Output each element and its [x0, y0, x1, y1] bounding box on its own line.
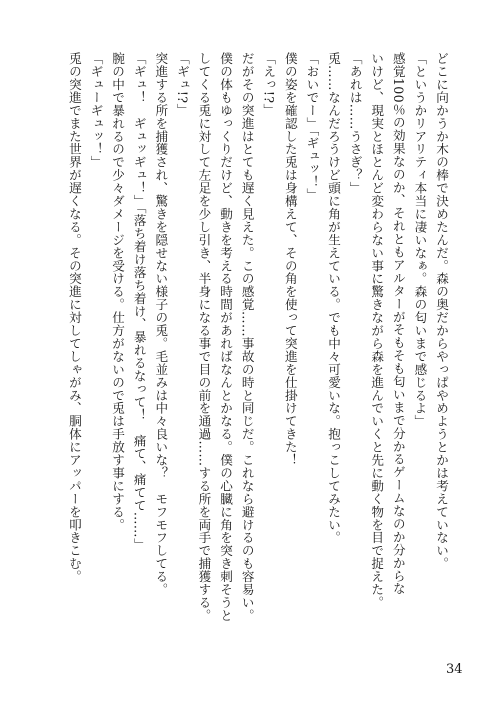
text-line: だがその突進はとても遅く見えた。この感覚……事故の時と同じだ。これなら避けるのも容易い。	[239, 52, 255, 622]
text-line: 腕の中で暴れるので少々ダメージを受ける。仕方がないので兎は手放す事にする。	[110, 52, 126, 532]
text-line: 兎の突進でまた世界が遅くなる。その突進に対してしゃがみ、胴体にアッパーを叩きこむ。	[66, 52, 82, 583]
text-line: 「ギュ!?」	[174, 52, 190, 117]
text-line: どこに向かうか木の棒で決めたんだ。森の奥だからやっぱやめようとかは考えていない。	[434, 52, 449, 570]
text-line: してくる兎に対して左足を少し引き、半身になる事で目の前を通過……する所を両手で捕獲する。	[196, 52, 212, 622]
text-line: 僕の姿を確認した兎は身構えて、その角を使って突進を仕掛けてきた！	[282, 52, 298, 467]
page-number: 34	[446, 662, 463, 677]
text-line: 「おいでー」「ギュッ！」	[304, 52, 320, 202]
text-line: 「ギューギュッ！」	[88, 52, 104, 169]
text-line: 感覚100％の効果なのか、それともアルターがそもそも匂いまで分かるゲームなのか分からな	[390, 52, 406, 596]
vertical-text-block	[48, 52, 452, 652]
text-line: いけど、現実とほとんど変わらない事に驚きながら森を進んでいくと先に動く物を目で捉えた。	[369, 52, 385, 609]
text-line: 兎……なんだろうけど頭に角が生えている。でも中々可愛いな。抱っこしてみたい。	[326, 52, 342, 545]
text-line: 「というかリアリティ本当に凄いなぁ。森の匂いまで感じるよ」	[412, 52, 428, 428]
text-line: 「ギュ！ ギュッギュ！」「落ち着け落ち着け、暴れるなって！ 痛て、痛てて……」	[131, 52, 147, 551]
text-line: 「あれは……うさぎ？」	[347, 52, 363, 195]
text-line: 僕の体もゆっくりだけど、動きを考える時間があればなんとかなる。僕の心臓に角を突き刺そうと	[218, 52, 234, 622]
text-line: 突進する所を捕獲され、驚きを隠せない様子の兎。毛並みは中々良いな？ モフモフしてる。	[153, 52, 169, 596]
text-line: 「えっ!?」	[261, 52, 277, 117]
